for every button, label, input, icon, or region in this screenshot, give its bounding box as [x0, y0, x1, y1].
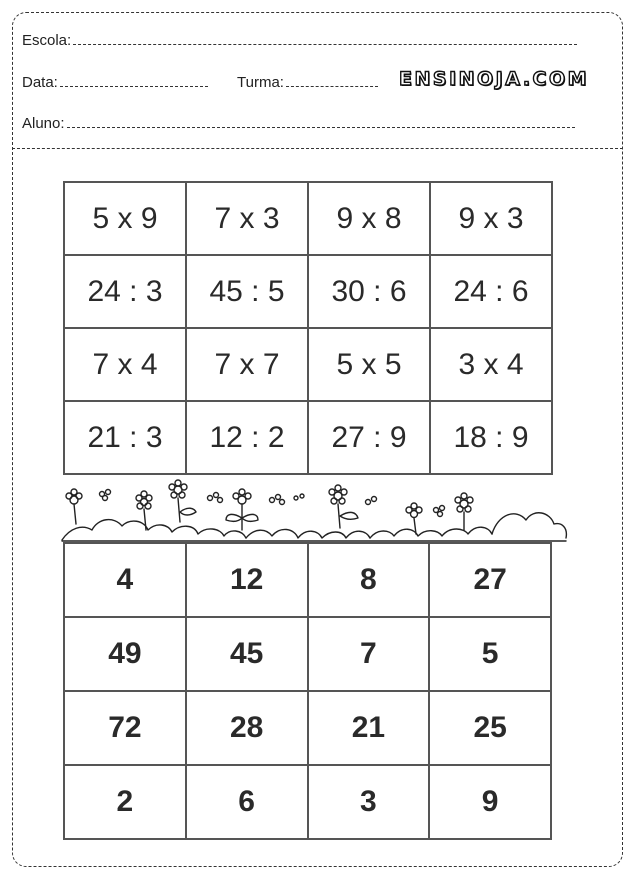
problem-cell[interactable]: 5 x 5 — [308, 328, 430, 401]
answer-cell[interactable]: 12 — [186, 543, 308, 617]
problem-cell[interactable]: 5 x 9 — [64, 182, 186, 255]
class-line — [237, 74, 378, 91]
student-label: Aluno: — [22, 115, 65, 132]
problem-cell[interactable]: 7 x 3 — [186, 182, 308, 255]
table-row — [64, 691, 551, 765]
answer-cell[interactable]: 8 — [308, 543, 430, 617]
school-field[interactable] — [73, 44, 577, 45]
problem-cell[interactable]: 21 : 3 — [64, 401, 186, 474]
school-label: Escola: — [22, 32, 72, 49]
table-row — [64, 328, 552, 401]
date-label: Data: — [22, 74, 58, 91]
class-field[interactable] — [286, 86, 378, 87]
answer-cell[interactable]: 28 — [186, 691, 308, 765]
answer-cell[interactable]: 9 — [429, 765, 551, 839]
flower-garden-icon — [60, 478, 570, 544]
answer-cell[interactable]: 25 — [429, 691, 551, 765]
problem-cell[interactable]: 12 : 2 — [186, 401, 308, 474]
problem-cell[interactable]: 18 : 9 — [430, 401, 552, 474]
problem-cell[interactable]: 27 : 9 — [308, 401, 430, 474]
problem-cell[interactable]: 3 x 4 — [430, 328, 552, 401]
answer-cell[interactable]: 49 — [64, 617, 186, 691]
answer-cell[interactable]: 2 — [64, 765, 186, 839]
student-line — [22, 115, 575, 132]
answer-cell[interactable]: 21 — [308, 691, 430, 765]
problem-cell[interactable]: 7 x 4 — [64, 328, 186, 401]
answer-cell[interactable]: 5 — [429, 617, 551, 691]
answers-grid — [63, 542, 552, 840]
answer-cell[interactable]: 27 — [429, 543, 551, 617]
table-row — [64, 182, 552, 255]
answer-cell[interactable]: 7 — [308, 617, 430, 691]
table-row — [64, 543, 551, 617]
site-logo: ENSINOJA.COM — [399, 68, 590, 90]
school-line — [22, 32, 577, 49]
date-line — [22, 74, 208, 91]
answer-cell[interactable]: 3 — [308, 765, 430, 839]
table-row — [64, 401, 552, 474]
problems-grid — [63, 181, 553, 475]
problem-cell[interactable]: 9 x 3 — [430, 182, 552, 255]
problem-cell[interactable]: 45 : 5 — [186, 255, 308, 328]
table-row — [64, 765, 551, 839]
problem-cell[interactable]: 7 x 7 — [186, 328, 308, 401]
answer-cell[interactable]: 45 — [186, 617, 308, 691]
problem-cell[interactable]: 9 x 8 — [308, 182, 430, 255]
date-field[interactable] — [60, 86, 208, 87]
student-field[interactable] — [67, 127, 575, 128]
table-row — [64, 255, 552, 328]
answer-cell[interactable]: 4 — [64, 543, 186, 617]
header-divider — [12, 148, 623, 149]
problem-cell[interactable]: 24 : 6 — [430, 255, 552, 328]
answer-cell[interactable]: 72 — [64, 691, 186, 765]
answer-cell[interactable]: 6 — [186, 765, 308, 839]
class-label: Turma: — [237, 74, 284, 91]
problem-cell[interactable]: 24 : 3 — [64, 255, 186, 328]
problem-cell[interactable]: 30 : 6 — [308, 255, 430, 328]
table-row — [64, 617, 551, 691]
